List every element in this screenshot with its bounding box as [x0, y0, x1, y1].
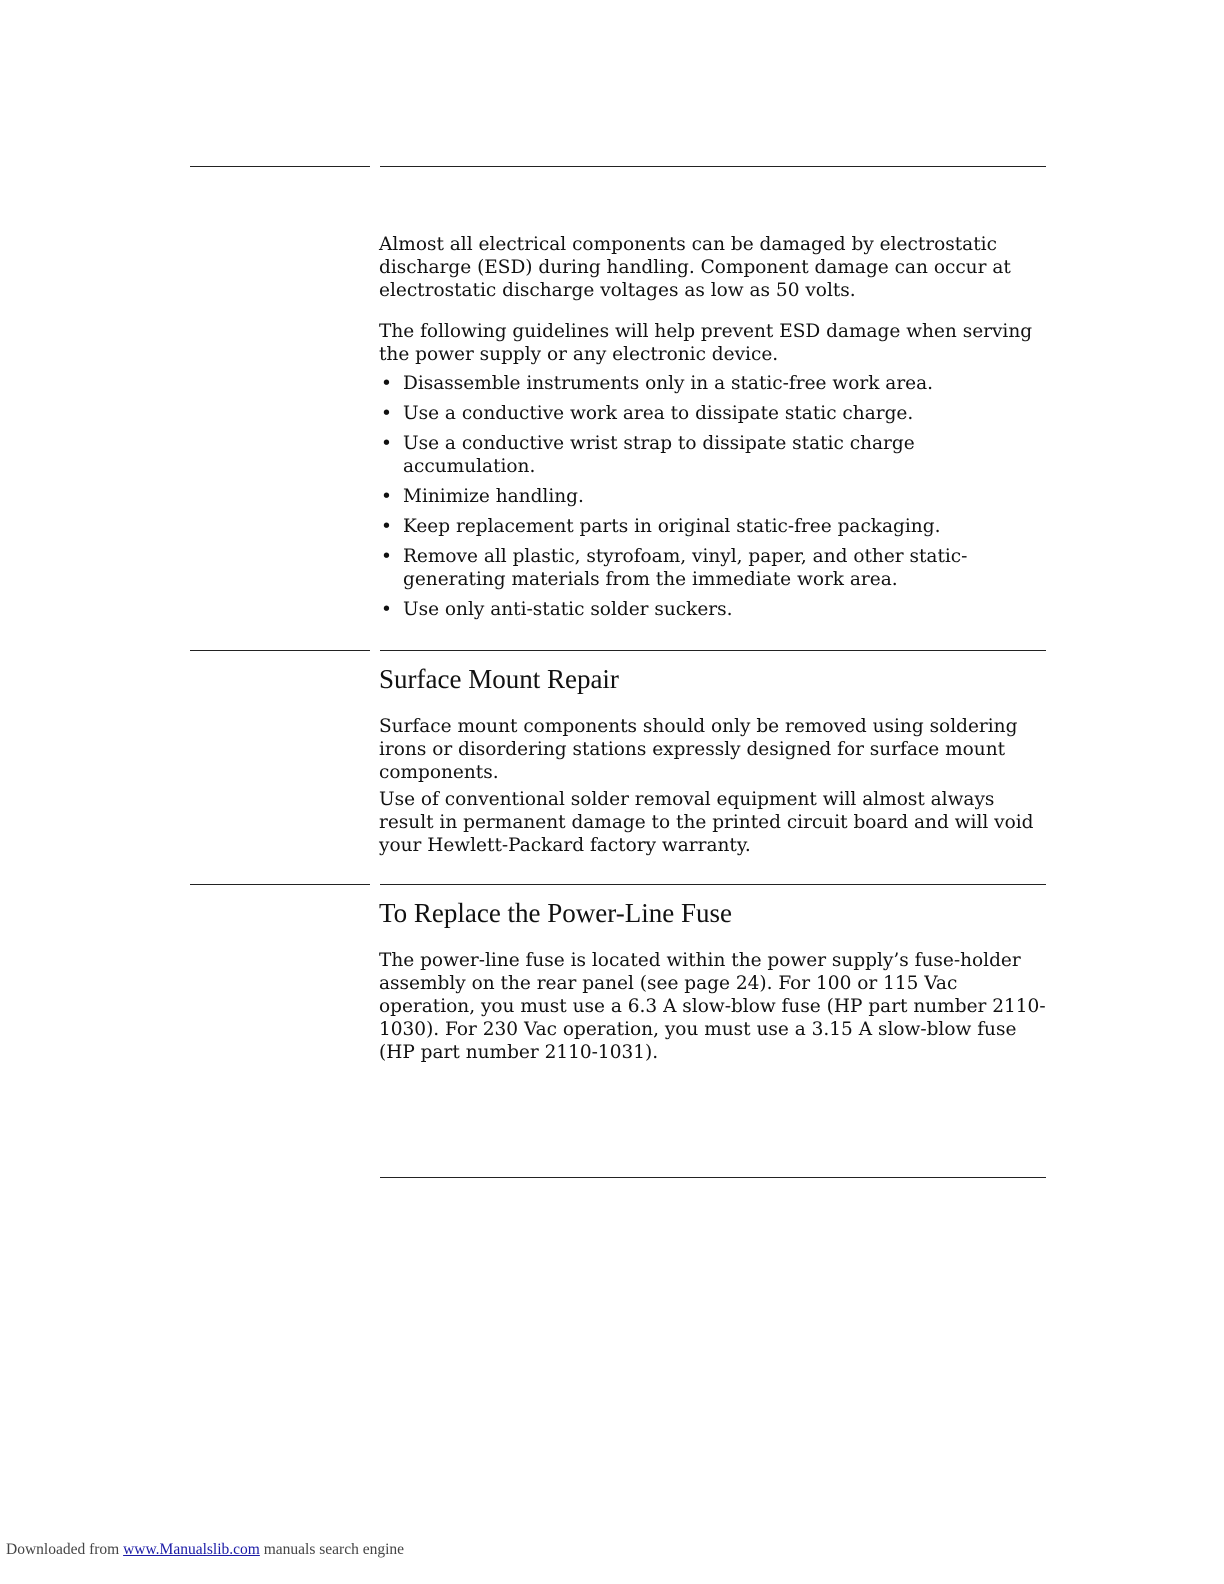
section-rule-right-2: [380, 650, 1046, 651]
esd-guidelines-list: [379, 372, 1049, 621]
section-rule-right-1: [380, 166, 1046, 167]
footer-prefix: Downloaded from: [6, 1541, 120, 1558]
section-rule-left-3: [190, 884, 370, 885]
bullet-icon: •: [381, 433, 392, 454]
section-rule-left-2: [190, 650, 370, 651]
surface-mount-section: [379, 663, 1049, 857]
section-rule-left-1: [190, 166, 370, 167]
list-item-text: Use a conductive work area to dissipate static charge.: [403, 403, 914, 424]
esd-guidelines-intro: The following guidelines will help prevent ESD damage when serving the power supply or any electronic device.: [379, 321, 1033, 365]
list-item: [379, 485, 1049, 508]
list-item: [379, 545, 1049, 591]
bullet-icon: •: [381, 373, 392, 394]
list-item: [379, 372, 1049, 395]
bullet-icon: •: [381, 516, 392, 537]
fuse-section: [379, 897, 1049, 1064]
surface-mount-paragraph-2: Use of conventional solder removal equipment will almost always result in permanent damage to the printed circuit board and will void your Hewlett-Packard factory warranty.: [379, 789, 1034, 856]
list-item-text: Use a conductive wrist strap to dissipate static charge accumulation.: [403, 433, 915, 477]
list-item-text: Minimize handling.: [403, 486, 584, 507]
list-item-text: Disassemble instruments only in a static-free work area.: [403, 373, 934, 394]
section-heading-surface-mount: Surface Mount Repair: [379, 664, 619, 694]
download-footer: [6, 1541, 404, 1559]
footer-suffix: manuals search engine: [263, 1541, 405, 1558]
bullet-icon: •: [381, 403, 392, 424]
manualslib-link[interactable]: www.Manualslib.com: [123, 1541, 260, 1558]
list-item-text: Remove all plastic, styrofoam, vinyl, paper, and other static-generating materials from the immediate work area.: [403, 546, 968, 590]
section-rule-right-3: [380, 884, 1046, 885]
esd-intro-paragraph: Almost all electrical components can be damaged by electrostatic discharge (ESD) during handling. Component damage can occur at electrostatic discharge voltages as low as 50 volts.: [379, 234, 1011, 301]
page-bottom-rule: [380, 1177, 1046, 1178]
esd-section: [379, 233, 1049, 628]
bullet-icon: •: [381, 546, 392, 567]
list-item: [379, 432, 1049, 478]
fuse-paragraph: The power-line fuse is located within the power supply’s fuse-holder assembly on the rear panel (see page 24). For 100 or 115 Vac operation, you must use a 6.3 A slow-blow fuse (HP part number 2110-1030). For 230 Vac operation, you must use a 3.15 A slow-blow fuse (HP part number 2110-1031).: [379, 950, 1046, 1063]
section-heading-fuse: To Replace the Power-Line Fuse: [379, 898, 732, 928]
bullet-icon: •: [381, 486, 392, 507]
surface-mount-paragraph-1: Surface mount components should only be removed using soldering irons or disordering stations expressly designed for surface mount components.: [379, 716, 1018, 783]
bullet-icon: •: [381, 599, 392, 620]
list-item: [379, 598, 1049, 621]
list-item: [379, 515, 1049, 538]
list-item: [379, 402, 1049, 425]
list-item-text: Keep replacement parts in original static-free packaging.: [403, 516, 941, 537]
list-item-text: Use only anti-static solder suckers.: [403, 599, 733, 620]
